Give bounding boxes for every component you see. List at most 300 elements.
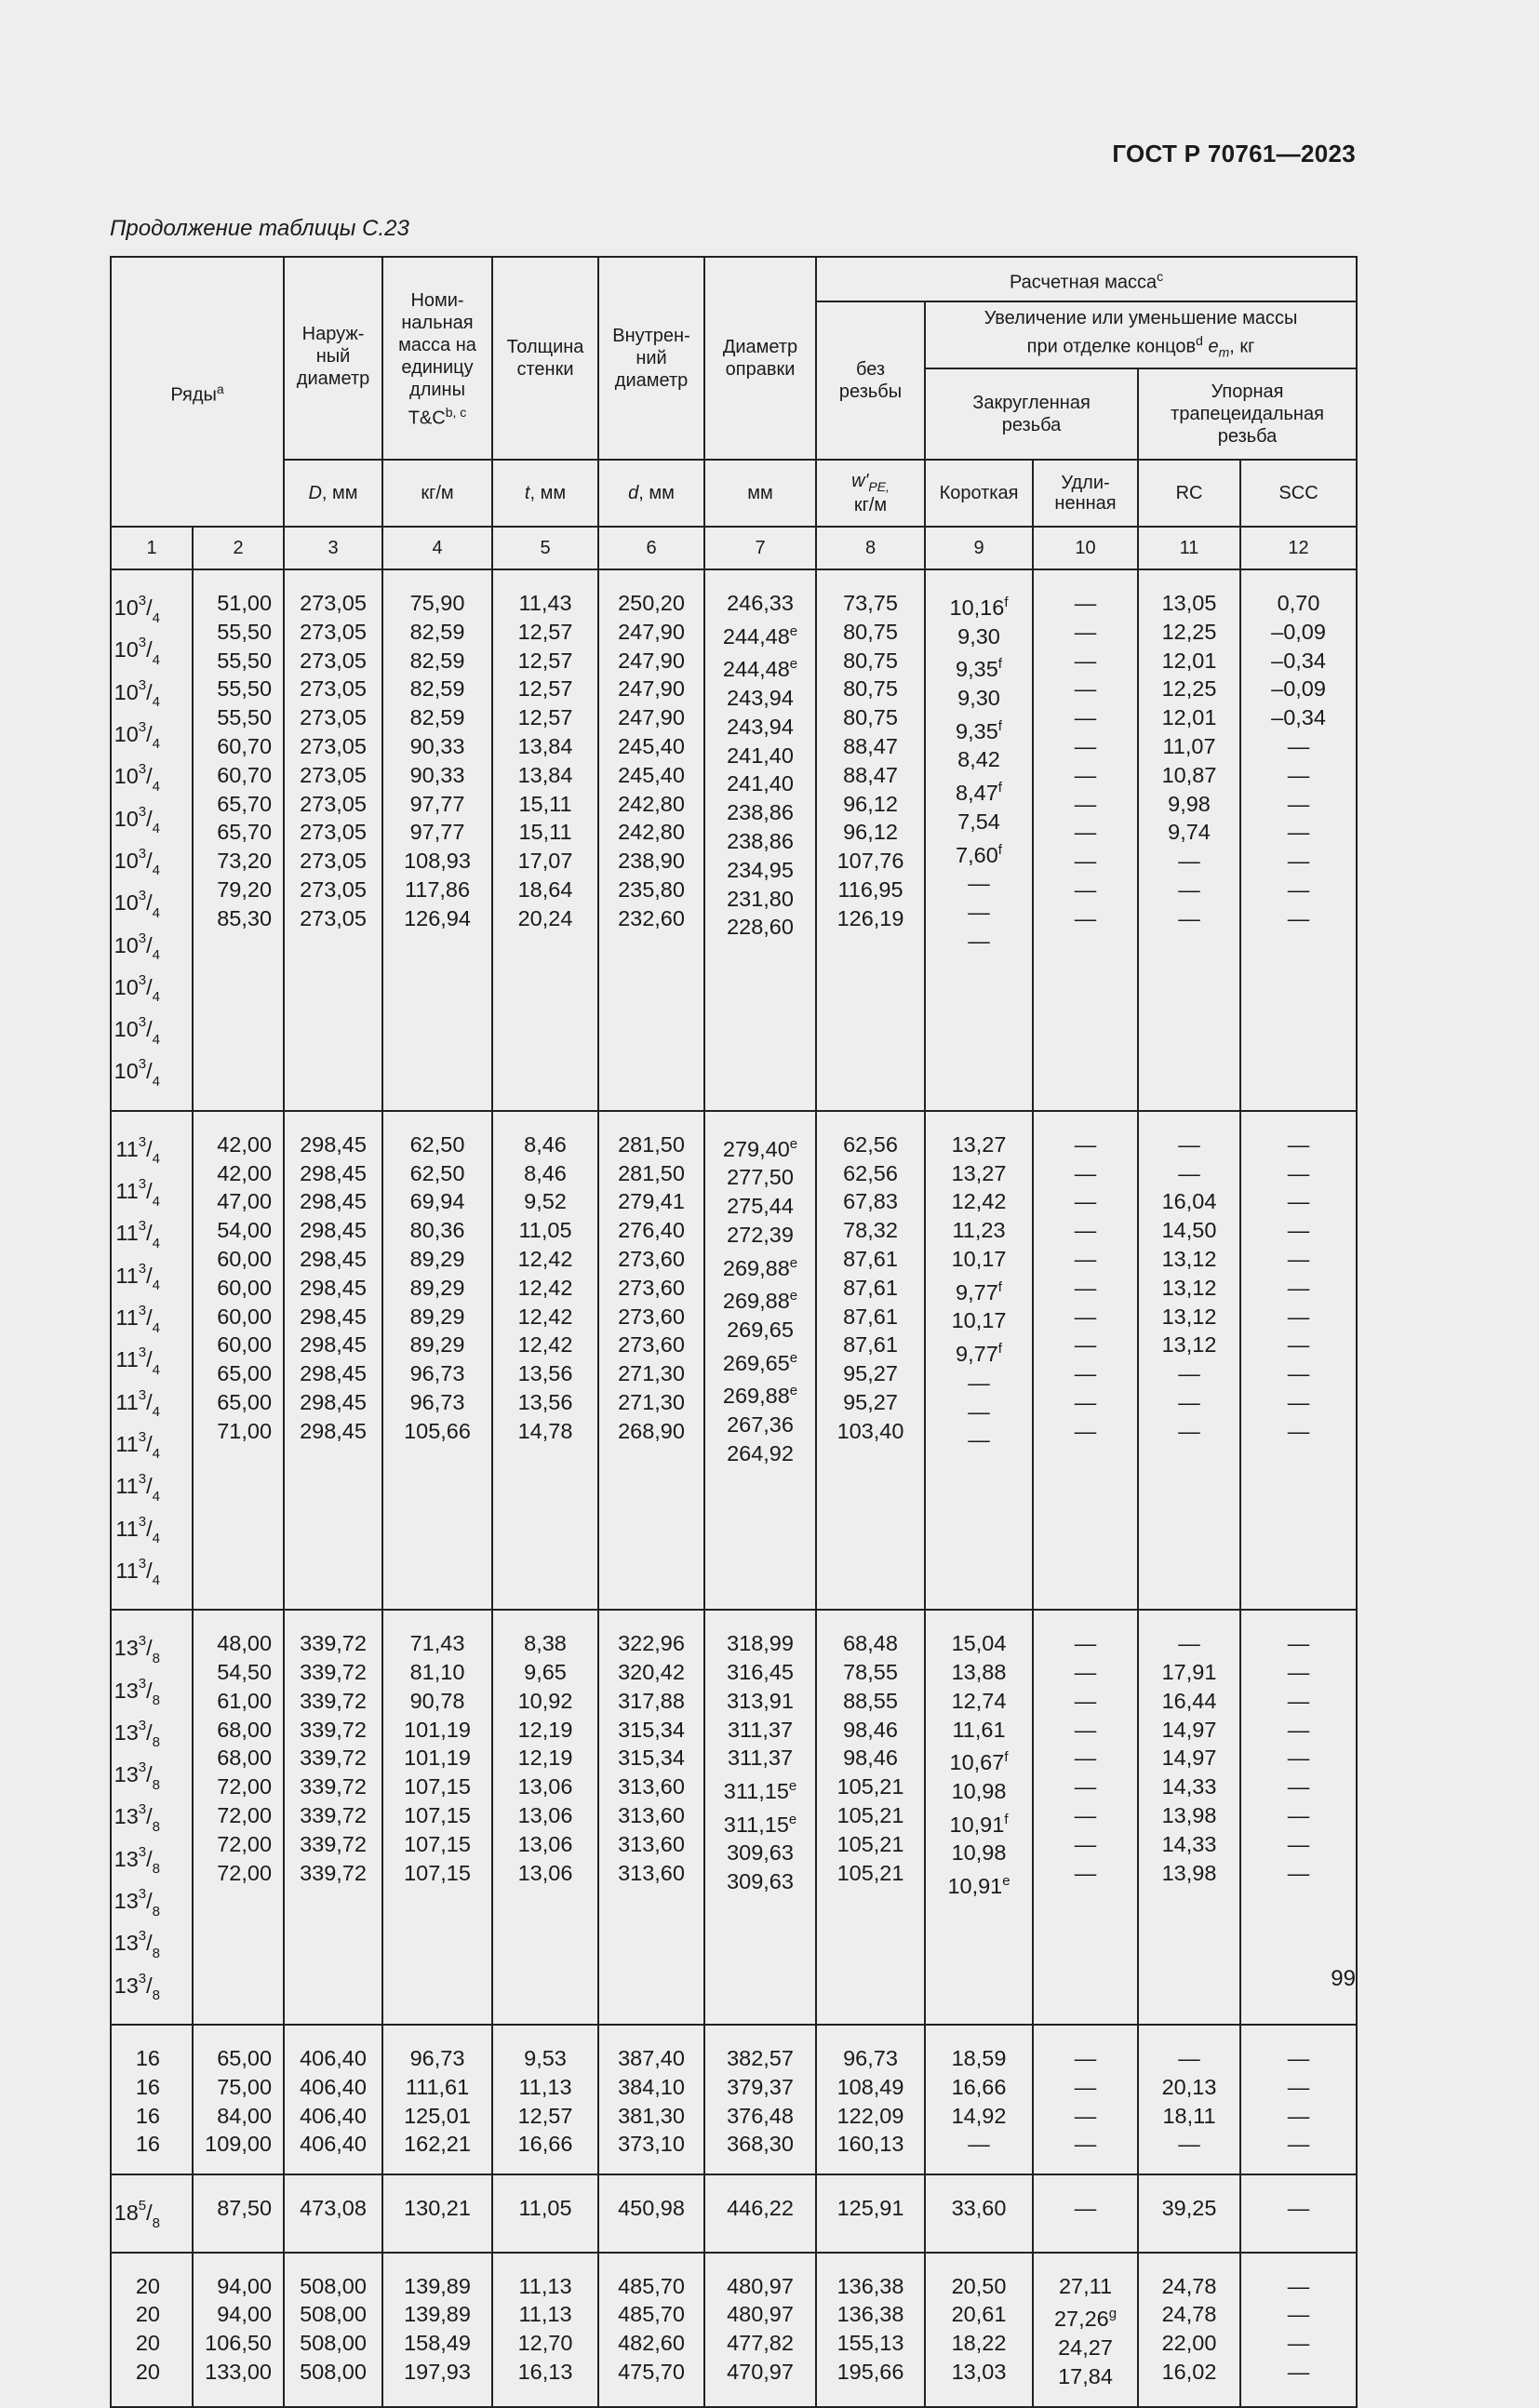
value-scc: — — [1287, 1332, 1310, 1358]
value-scc: — — [1287, 2359, 1310, 2384]
value-weight: 60,70 — [217, 733, 273, 758]
row-group — [111, 2025, 1357, 2174]
value-plain-mass: 136,38 — [836, 2302, 904, 2327]
value-long-thread: — — [1074, 733, 1097, 758]
value-size: $11^3/_4$ — [115, 1513, 160, 1547]
col-num: 4 — [382, 527, 492, 569]
value-long-thread: — — [1074, 1688, 1097, 1713]
cell-nominal-mass — [382, 569, 492, 1111]
value-inner-d: 271,30 — [618, 1361, 685, 1386]
column-number-row — [111, 527, 1357, 569]
value-inner-d: 281,50 — [618, 1131, 685, 1157]
value-nominal-mass: 96,73 — [409, 1361, 465, 1386]
value-plain-mass: 116,95 — [837, 876, 903, 902]
value-scc: — — [1287, 1131, 1310, 1157]
value-size: 20 — [135, 2302, 160, 2327]
unit-mass: кг/м — [382, 460, 492, 527]
cell-rc — [1138, 1111, 1240, 1610]
value-rc: 24,78 — [1161, 2273, 1217, 2298]
value-weight: 55,50 — [217, 705, 273, 730]
value-short-thread: 20,61 — [951, 2302, 1007, 2327]
value-scc: — — [1287, 1218, 1310, 1243]
pipe-mass-table — [110, 256, 1358, 2408]
value-nominal-mass: 111,61 — [405, 2074, 470, 2099]
value-wall: 12,42 — [517, 1246, 573, 1271]
cell-weight — [193, 2253, 284, 2407]
value-nominal-mass: 89,29 — [409, 1246, 465, 1271]
cell-size — [111, 1610, 193, 2025]
value-wall: 8,46 — [524, 1131, 567, 1157]
value-size: 16 — [135, 2074, 160, 2099]
value-short-thread: 8,42 — [957, 747, 1000, 772]
cell-outer-d — [284, 569, 382, 1111]
value-weight: 72,00 — [217, 1831, 273, 1856]
unit-w: $w'_{PE,}$ кг/м — [816, 460, 925, 527]
cell-short-thread — [925, 2025, 1033, 2174]
value-short-thread: 12,74 — [951, 1688, 1007, 1713]
cell-scc — [1240, 569, 1357, 1111]
value-wall: 11,05 — [518, 1218, 572, 1243]
value-scc: — — [1287, 2132, 1310, 2157]
value-scc: — — [1287, 1717, 1310, 1742]
value-wall: 12,42 — [517, 1275, 573, 1300]
table-row — [111, 2025, 1357, 2174]
value-scc: — — [1287, 2074, 1310, 2099]
value-scc: — — [1287, 849, 1310, 874]
value-nominal-mass: 107,15 — [404, 1802, 471, 1827]
value-rc: 18,11 — [1162, 2103, 1216, 2128]
cell-drift — [704, 2253, 816, 2407]
value-weight: 65,70 — [217, 820, 273, 845]
unit-D: D, мм — [284, 460, 382, 527]
value-drift: 269,88e — [722, 1383, 798, 1409]
cell-long-thread — [1033, 569, 1138, 1111]
value-long-thread: — — [1074, 705, 1097, 730]
value-rc: 13,12 — [1161, 1332, 1217, 1358]
value-scc: — — [1287, 1746, 1310, 1771]
value-weight: 42,00 — [217, 1160, 273, 1185]
value-short-thread: 7,60$^f$ — [956, 841, 1002, 867]
value-outer-d: 298,45 — [300, 1418, 367, 1443]
value-outer-d: 473,08 — [300, 2196, 367, 2221]
value-outer-d: 298,45 — [300, 1304, 367, 1329]
value-drift: 480,97 — [727, 2273, 794, 2298]
value-drift: 376,48 — [727, 2103, 794, 2128]
value-rc: 13,12 — [1161, 1275, 1217, 1300]
value-scc: — — [1287, 1659, 1310, 1684]
value-wall: 8,46 — [524, 1160, 567, 1185]
value-outer-d: 273,05 — [300, 619, 367, 644]
value-nominal-mass: 89,29 — [409, 1275, 465, 1300]
cell-wall — [492, 1610, 598, 2025]
value-long-thread: — — [1074, 1389, 1097, 1414]
cell-plain-mass — [816, 2253, 925, 2407]
value-inner-d: 387,40 — [618, 2046, 685, 2070]
value-size: $13^3/_8$ — [114, 1801, 160, 1835]
value-rc: 12,25 — [1161, 676, 1217, 702]
value-short-thread: 10,91$^f$ — [949, 1811, 1009, 1837]
value-rc: 16,04 — [1161, 1189, 1217, 1214]
value-size: $13^3/_8$ — [114, 1843, 160, 1878]
value-weight: 109,00 — [205, 2132, 273, 2157]
value-inner-d: 271,30 — [618, 1389, 685, 1414]
value-wall: 11,43 — [518, 591, 572, 615]
value-drift: 279,40e — [722, 1135, 798, 1161]
value-size: $10^3/_4$ — [114, 635, 160, 668]
value-drift: 311,15e — [723, 1778, 797, 1803]
value-short-thread: 13,03 — [951, 2359, 1007, 2384]
value-wall: 20,24 — [517, 905, 573, 930]
value-scc: — — [1287, 1246, 1310, 1271]
value-outer-d: 298,45 — [300, 1218, 367, 1243]
value-outer-d: 273,05 — [300, 676, 367, 702]
value-wall: 9,65 — [524, 1659, 567, 1684]
value-inner-d: 450,98 — [618, 2196, 685, 2221]
cell-size — [111, 2025, 193, 2174]
cell-wall — [492, 2253, 598, 2407]
value-size: $13^3/_8$ — [114, 1928, 160, 1961]
value-wall: 11,05 — [518, 2196, 572, 2221]
cell-plain-mass — [816, 569, 925, 1111]
value-drift: 269,65 — [727, 1318, 794, 1343]
cell-size — [111, 2253, 193, 2407]
value-inner-d: 268,90 — [618, 1418, 685, 1443]
value-weight: 75,00 — [217, 2074, 273, 2099]
value-short-thread: 18,59 — [951, 2046, 1007, 2070]
value-nominal-mass: 101,19 — [404, 1717, 471, 1742]
value-inner-d: 273,60 — [618, 1275, 685, 1300]
value-short-thread: 10,98 — [951, 1779, 1007, 1803]
cell-scc — [1240, 2025, 1357, 2174]
value-long-thread: — — [1074, 2046, 1097, 2070]
value-short-thread: 10,91e — [947, 1873, 1010, 1899]
header-buttress-thread: Упорная трапецеидальная резьба — [1138, 368, 1357, 460]
value-plain-mass: 78,55 — [843, 1659, 898, 1684]
value-drift: 269,88e — [722, 1288, 798, 1314]
value-rc: — — [1178, 1631, 1200, 1656]
value-drift: 311,15e — [723, 1811, 797, 1837]
value-size: $10^3/_4$ — [114, 803, 160, 837]
value-scc: — — [1287, 1688, 1310, 1713]
value-drift: 477,82 — [727, 2331, 794, 2356]
value-weight: 72,00 — [217, 1860, 273, 1885]
value-wall: 12,42 — [517, 1304, 573, 1329]
value-inner-d: 242,80 — [618, 791, 685, 816]
value-long-thread: — — [1074, 1160, 1097, 1185]
col-num: 5 — [492, 527, 598, 569]
value-rc: 13,98 — [1161, 1802, 1217, 1827]
value-drift: 244,48e — [722, 622, 798, 649]
cell-long-thread — [1033, 1610, 1138, 2025]
value-drift: 228,60 — [727, 915, 794, 940]
value-weight: 54,00 — [217, 1218, 273, 1243]
value-short-thread: — — [968, 900, 990, 925]
value-long-thread: — — [1074, 1774, 1097, 1799]
value-wall: 12,42 — [517, 1332, 573, 1358]
value-drift: 272,39 — [727, 1222, 794, 1247]
value-long-thread: — — [1074, 1418, 1097, 1443]
value-scc: — — [1287, 2331, 1310, 2356]
value-size: $10^3/_4$ — [114, 718, 160, 753]
header-calc-mass: Расчетная масса$^c$ — [816, 257, 1357, 301]
value-nominal-mass: 96,73 — [409, 2046, 465, 2070]
value-weight: 51,00 — [217, 591, 273, 615]
table-row — [111, 1111, 1357, 1610]
cell-plain-mass — [816, 1111, 925, 1610]
value-scc: — — [1287, 762, 1310, 787]
value-weight: 73,20 — [217, 849, 273, 874]
header-wall-thickness: Толщина стенки — [492, 257, 598, 460]
value-nominal-mass: 82,59 — [409, 648, 465, 673]
page-number: 99 — [1331, 1966, 1356, 1991]
value-short-thread: 16,66 — [951, 2074, 1007, 2099]
value-long-thread: — — [1074, 1218, 1097, 1243]
value-nominal-mass: 107,15 — [404, 1860, 471, 1885]
value-inner-d: 313,60 — [618, 1802, 685, 1827]
value-weight: 55,50 — [217, 676, 273, 702]
value-weight: 68,00 — [217, 1717, 273, 1742]
cell-outer-d — [284, 2253, 382, 2407]
value-rc: 10,87 — [1161, 762, 1217, 787]
col-num: 10 — [1033, 527, 1138, 569]
value-weight: 60,00 — [217, 1304, 273, 1329]
value-rc: 13,12 — [1161, 1246, 1217, 1271]
value-nominal-mass: 130,21 — [404, 2196, 471, 2221]
value-inner-d: 482,60 — [618, 2331, 685, 2356]
value-wall: 13,56 — [517, 1389, 573, 1414]
value-rc: — — [1178, 876, 1200, 902]
value-nominal-mass: 62,50 — [409, 1160, 465, 1185]
value-scc: — — [1287, 733, 1310, 758]
cell-drift — [704, 2174, 816, 2252]
value-size: $11^3/_4$ — [115, 1555, 160, 1589]
value-outer-d: 273,05 — [300, 762, 367, 787]
value-outer-d: 273,05 — [300, 849, 367, 874]
value-long-thread: — — [1074, 676, 1097, 702]
value-wall: 13,06 — [517, 1831, 573, 1856]
col-num: 11 — [1138, 527, 1240, 569]
value-weight: 84,00 — [217, 2103, 273, 2128]
value-wall: 12,70 — [517, 2331, 573, 2356]
value-size: 20 — [135, 2359, 160, 2384]
value-outer-d: 339,72 — [300, 1688, 367, 1713]
value-drift: 244,48e — [722, 656, 798, 682]
value-scc: — — [1287, 1160, 1310, 1185]
cell-inner-d — [598, 1610, 704, 2025]
value-size: $11^3/_4$ — [115, 1176, 160, 1210]
value-short-thread: 10,17 — [951, 1246, 1007, 1271]
value-wall: 14,78 — [517, 1418, 573, 1443]
value-rc: 11,07 — [1162, 733, 1216, 758]
value-long-thread: — — [1074, 849, 1097, 874]
value-long-thread: 27,11 — [1058, 2273, 1113, 2298]
value-plain-mass: 136,38 — [836, 2273, 904, 2298]
value-size: $10^3/_4$ — [114, 676, 160, 711]
value-plain-mass: 68,48 — [843, 1631, 898, 1656]
value-inner-d: 281,50 — [618, 1160, 685, 1185]
value-weight: 47,00 — [217, 1189, 273, 1214]
cell-weight — [193, 2025, 284, 2174]
value-drift: 275,44 — [727, 1194, 794, 1219]
value-long-thread: — — [1074, 1246, 1097, 1271]
cell-drift — [704, 2025, 816, 2174]
document-code: ГОСТ Р 70761—2023 — [1112, 140, 1356, 167]
value-drift: 311,37 — [727, 1746, 794, 1771]
value-wall: 11,13 — [518, 2302, 572, 2327]
value-outer-d: 406,40 — [300, 2074, 367, 2099]
value-weight: 60,00 — [217, 1246, 273, 1271]
value-drift: 241,40 — [727, 771, 794, 796]
cell-wall — [492, 1111, 598, 1610]
value-short-thread: 33,60 — [951, 2196, 1007, 2221]
header-rc: RC — [1138, 460, 1240, 527]
value-plain-mass: 125,91 — [836, 2196, 904, 2221]
value-wall: 12,57 — [517, 676, 573, 702]
cell-outer-d — [284, 1610, 382, 2025]
value-plain-mass: 105,21 — [836, 1802, 904, 1827]
value-scc: 0,70 — [1277, 591, 1320, 615]
value-long-thread: — — [1074, 876, 1097, 902]
value-outer-d: 339,72 — [300, 1631, 367, 1656]
value-rc: 24,78 — [1161, 2302, 1217, 2327]
cell-drift — [704, 1111, 816, 1610]
value-inner-d: 235,80 — [618, 876, 685, 902]
value-weight: 94,00 — [217, 2273, 273, 2298]
value-rc: 17,91 — [1161, 1659, 1217, 1684]
value-size: $11^3/_4$ — [115, 1428, 160, 1463]
value-outer-d: 298,45 — [300, 1332, 367, 1358]
value-rc: 13,98 — [1161, 1860, 1217, 1885]
value-long-thread: — — [1074, 2103, 1097, 2128]
value-long-thread: — — [1074, 820, 1097, 845]
header-inner-diameter: Внутрен- ний диаметр — [598, 257, 704, 460]
value-rc: 39,25 — [1161, 2196, 1217, 2221]
value-long-thread: 27,26$^g$ — [1053, 2306, 1117, 2332]
value-drift: 382,57 — [727, 2046, 794, 2070]
value-long-thread: — — [1074, 619, 1097, 644]
value-short-thread: 9,35$^f$ — [956, 717, 1002, 743]
value-drift: 316,45 — [727, 1659, 794, 1684]
cell-rc — [1138, 2025, 1240, 2174]
value-weight: 60,00 — [217, 1275, 273, 1300]
value-wall: 15,11 — [518, 791, 572, 816]
value-scc: — — [1287, 1831, 1310, 1856]
value-nominal-mass: 90,33 — [409, 762, 465, 787]
value-short-thread: 8,47$^f$ — [956, 780, 1002, 806]
header-no-thread: без резьбы — [816, 301, 925, 460]
unit-d: d, мм — [598, 460, 704, 527]
value-rc: 14,33 — [1161, 1774, 1217, 1799]
value-short-thread: 20,50 — [951, 2273, 1007, 2298]
value-nominal-mass: 89,29 — [409, 1304, 465, 1329]
cell-outer-d — [284, 2174, 382, 2252]
value-wall: 9,53 — [524, 2046, 567, 2070]
cell-inner-d — [598, 2174, 704, 2252]
value-plain-mass: 80,75 — [843, 619, 898, 644]
value-rc: 12,25 — [1161, 619, 1217, 644]
value-plain-mass: 88,47 — [843, 762, 898, 787]
cell-plain-mass — [816, 2174, 925, 2252]
value-plain-mass: 87,61 — [843, 1246, 898, 1271]
value-long-thread: — — [1074, 1189, 1097, 1214]
cell-outer-d — [284, 1111, 382, 1610]
value-scc: — — [1287, 876, 1310, 902]
value-long-thread: — — [1074, 1131, 1097, 1157]
value-rc: — — [1178, 849, 1200, 874]
value-outer-d: 406,40 — [300, 2103, 367, 2128]
value-weight: 61,00 — [217, 1688, 273, 1713]
value-weight: 54,50 — [217, 1659, 273, 1684]
value-weight: 72,00 — [217, 1802, 273, 1827]
cell-short-thread — [925, 569, 1033, 1111]
value-long-thread: — — [1074, 1631, 1097, 1656]
cell-scc — [1240, 1111, 1357, 1610]
value-weight: 65,00 — [217, 1389, 273, 1414]
value-outer-d: 339,72 — [300, 1774, 367, 1799]
value-wall: 17,07 — [517, 849, 573, 874]
value-short-thread: 18,22 — [951, 2331, 1007, 2356]
value-rc: — — [1178, 905, 1200, 930]
cell-long-thread — [1033, 1111, 1138, 1610]
value-plain-mass: 95,27 — [843, 1361, 898, 1386]
value-nominal-mass: 90,78 — [409, 1688, 465, 1713]
value-long-thread: 24,27 — [1058, 2334, 1113, 2360]
value-nominal-mass: 105,66 — [404, 1418, 471, 1443]
value-outer-d: 508,00 — [300, 2331, 367, 2356]
value-outer-d: 298,45 — [300, 1389, 367, 1414]
value-plain-mass: 107,76 — [836, 849, 904, 874]
value-short-thread: 10,67$^f$ — [949, 1749, 1009, 1775]
value-drift: 267,36 — [727, 1412, 794, 1438]
value-wall: 12,57 — [517, 2103, 573, 2128]
value-scc: –0,34 — [1271, 648, 1326, 673]
header-mass-change: Увеличение или уменьшение массы при отделке концов$^d$ $e_m$, кг — [925, 301, 1357, 368]
cell-scc — [1240, 2174, 1357, 2252]
cell-rc — [1138, 2174, 1240, 2252]
value-scc: — — [1287, 2273, 1310, 2298]
value-rc: 9,98 — [1168, 791, 1211, 816]
value-inner-d: 320,42 — [618, 1659, 685, 1684]
value-long-thread: — — [1074, 1361, 1097, 1386]
value-plain-mass: 87,61 — [843, 1304, 898, 1329]
value-drift: 269,88e — [722, 1254, 798, 1280]
cell-wall — [492, 2174, 598, 2252]
value-long-thread: — — [1074, 1831, 1097, 1856]
cell-plain-mass — [816, 1610, 925, 2025]
value-wall: 12,57 — [517, 648, 573, 673]
value-plain-mass: 122,09 — [836, 2103, 904, 2128]
value-scc: — — [1287, 2302, 1310, 2327]
cell-rc — [1138, 1610, 1240, 2025]
cell-inner-d — [598, 2025, 704, 2174]
value-long-thread: — — [1074, 1275, 1097, 1300]
value-nominal-mass: 62,50 — [409, 1131, 465, 1157]
value-nominal-mass: 81,10 — [409, 1659, 465, 1684]
value-long-thread: — — [1074, 591, 1097, 615]
value-wall: 11,13 — [518, 2273, 572, 2298]
row-group — [111, 1111, 1357, 1610]
value-weight: 106,50 — [205, 2331, 273, 2356]
value-plain-mass: 87,61 — [843, 1275, 898, 1300]
value-short-thread: 11,61 — [952, 1717, 1006, 1742]
value-weight: 72,00 — [217, 1774, 273, 1799]
cell-size — [111, 2174, 193, 2252]
value-long-thread: — — [1074, 1659, 1097, 1684]
value-wall: 13,84 — [517, 762, 573, 787]
value-scc: — — [1287, 791, 1310, 816]
cell-short-thread — [925, 2253, 1033, 2407]
value-drift: 231,80 — [727, 886, 794, 911]
